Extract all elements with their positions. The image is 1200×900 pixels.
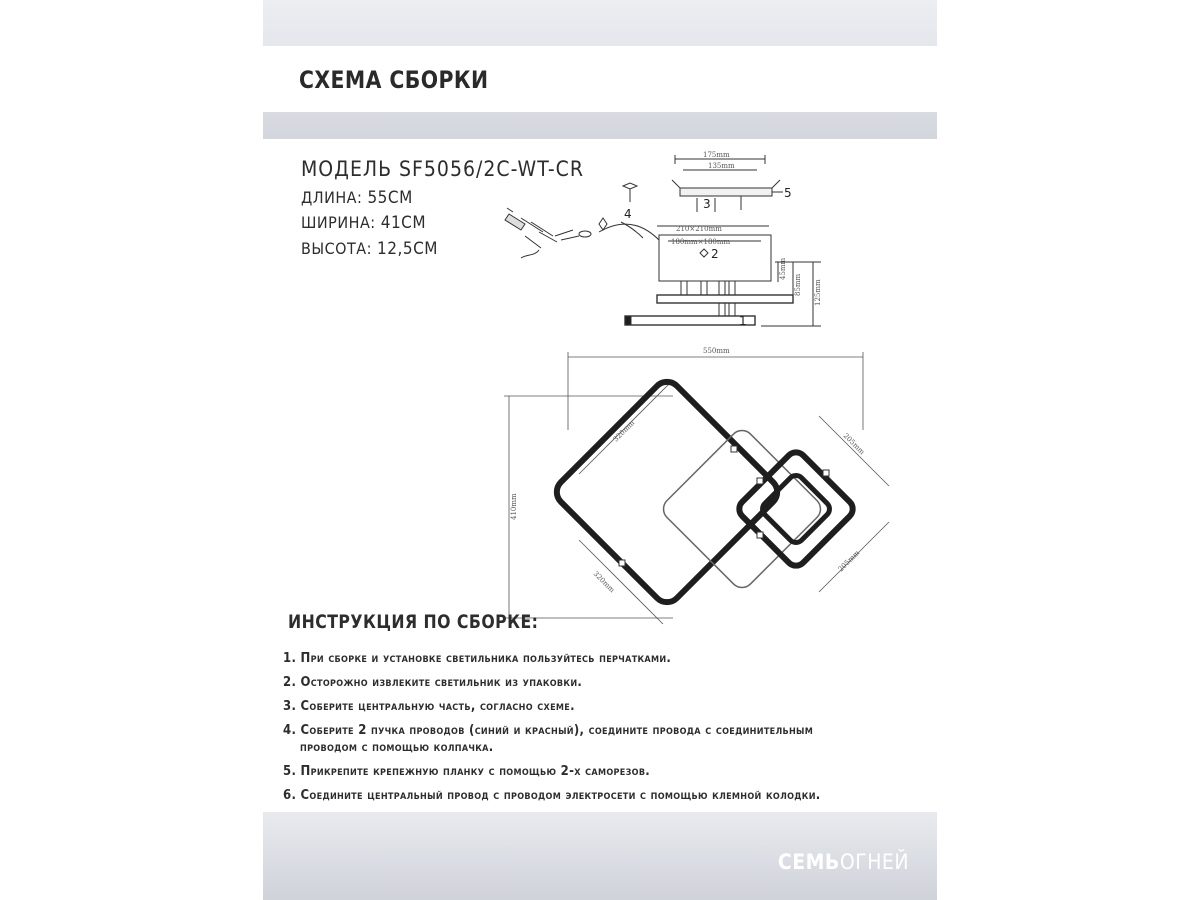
dim-205-top: 205mm [841,431,867,457]
assembly-sheet [263,0,937,900]
side-view [599,151,822,328]
callout-2: 2 [711,247,719,261]
footer-band [263,812,937,900]
spec-label: ВЫСОТА: [301,239,372,258]
dim-180: 180mm×180mm [671,238,731,246]
dim-45: 45mm [779,257,787,280]
wire-connector-detail [505,208,607,258]
callout-3: 3 [703,197,711,211]
dim-320-top: 320mm [611,418,637,444]
model-code: SF5056/2C-WT-CR [399,157,584,181]
callout-1: 1 [739,314,747,328]
dim-210: 210×210mm [676,225,722,233]
dim-410: 410mm [510,493,518,520]
brand-logo [778,850,909,874]
callout-5: 5 [784,186,792,200]
brand-part-2: ОГНЕЙ [839,850,909,874]
mounting-bracket [680,188,772,196]
spec-label: ШИРИНА: [301,213,376,232]
dim-135: 135mm [708,162,735,170]
callout-4: 4 [624,207,632,221]
dim-205-bottom: 205mm [836,548,862,574]
instruction-step: 3. Соберите центральную часть, согласно схеме. [283,699,575,714]
page-title: СХЕМА СБОРКИ [299,66,489,94]
instruction-list [283,650,933,811]
instruction-step: 2. Осторожно извлеките светильник из упаковки. [283,675,583,690]
dim-175: 175mm [703,151,730,159]
light-bar-lower [625,316,755,325]
spec-value: 55СМ [367,188,413,208]
light-bar-upper [657,295,793,303]
screw-icon [623,183,637,189]
brand-part-1: СЕМЬ [777,850,840,874]
model-label: МОДЕЛЬ [301,157,393,181]
dim-320-bottom: 320mm [591,569,617,595]
instruction-step-4 [283,722,933,756]
spec-value: 41СМ [380,213,427,233]
dim-125: 125mm [814,279,822,306]
instruction-step-continuation: проводом с помощью колпачка. [300,740,494,755]
spec-label: ДЛИНА: [301,188,363,207]
dim-85: 85mm [794,273,802,296]
assembly-drawing [263,0,937,640]
instruction-step: 5. Прикрепите крепежную планку с помощью 2-х саморезов. [283,764,651,779]
instruction-step: 6. Соедините центральный провод с проводом электросети с помощью клемной колодки. [283,788,821,803]
spec-value: 12,5СМ [377,239,438,259]
instructions-title: ИНСТРУКЦИЯ ПО СБОРКЕ: [288,611,539,633]
instruction-step: 1. При сборке и установке светильника пользуйтесь перчатками. [283,651,672,666]
dim-550: 550mm [703,347,730,355]
instruction-step-text: 4. Соберите 2 пучка проводов (синий и красный), соедините провода с соединительным [283,723,814,738]
